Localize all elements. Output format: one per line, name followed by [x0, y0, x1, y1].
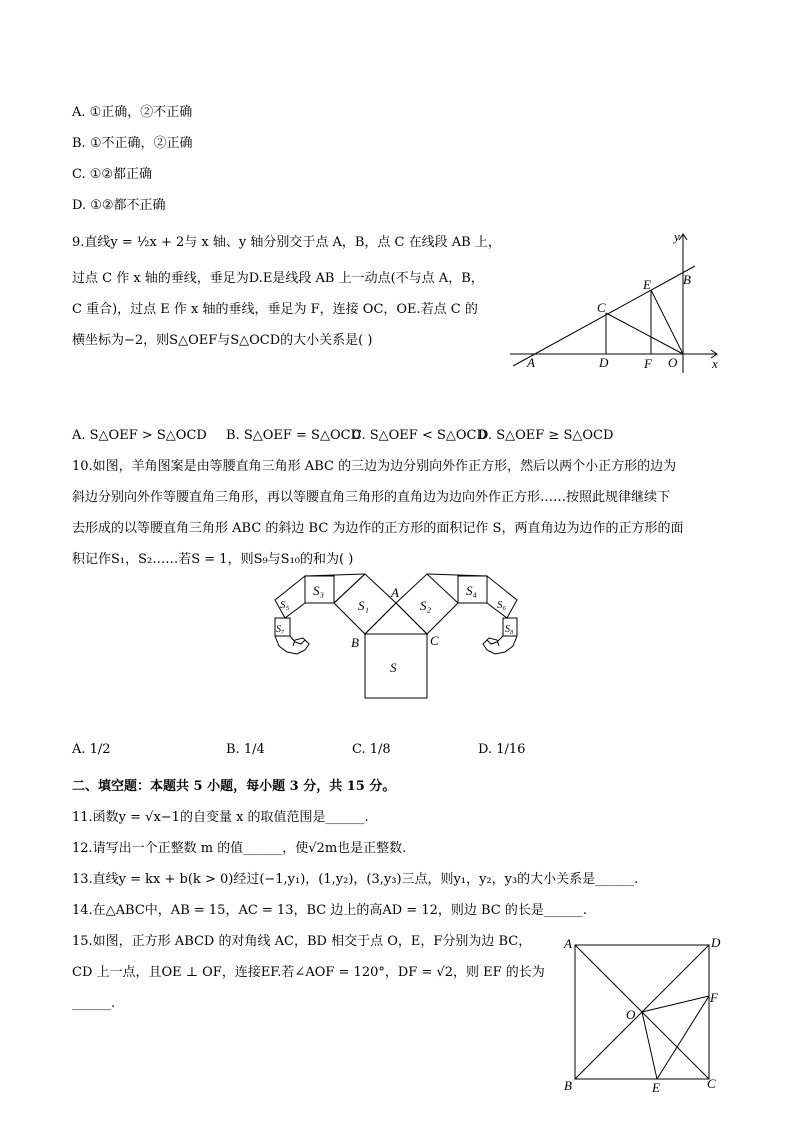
q9-option-b: B. S△OEF = S△OCD: [226, 428, 361, 443]
q9-line-4: 横坐标为−2，则S△OEF与S△OCD的大小关系是( ): [72, 333, 373, 348]
q10-line-3: 去形成的以等腰直角三角形 ABC 的斜边 BC 为边作的正方形的面积记作 S，两直角边为边作的正方形的面: [72, 521, 684, 536]
q9-label-d: D: [599, 355, 609, 370]
q9-line-1: 9.直线y = ½x + 2与 x 轴、y 轴分别交于点 A，B，点 C 在线段 AB 上，: [72, 235, 501, 250]
q9-segment-oe: [651, 290, 683, 354]
q10-label-s7: S₇: [276, 624, 285, 635]
q15-line-3: ______.: [72, 996, 116, 1011]
q8-option-a: A. ①正确，②不正确: [72, 105, 193, 120]
q10-label-s3: S₃: [313, 583, 325, 598]
q15-label-a: A: [564, 936, 572, 951]
q9-option-a: A. S△OEF > S△OCD: [72, 428, 207, 443]
q10-label-a: A: [391, 585, 399, 600]
q10-option-d: D. 1/16: [478, 742, 526, 757]
q11-text: 11.函数y = √x−1的自变量 x 的取值范围是______.: [72, 810, 369, 825]
section2-heading: 二、填空题：本题共 5 小题，每小题 3 分，共 15 分。: [72, 779, 396, 794]
q9-label-b: B: [683, 272, 691, 287]
q10-right-top: [427, 574, 487, 576]
q15-line-2: CD 上一点，且OE ⊥ OF，连接EF.若∠AOF = 120°，DF = √2，则 EF 的长为: [72, 965, 545, 980]
q8-option-c: C. ①②都正确: [72, 167, 153, 182]
q10-square-s5: [275, 576, 305, 618]
q10-label-s4: S₄: [466, 583, 478, 598]
q9-label-x: x: [712, 356, 718, 371]
q13-text: 13.直线y = kx + b(k > 0)经过(−1,y₁)，(1,y₂)，(3,y₃)三点，则y₁，y₂，y₃的大小关系是______.: [72, 872, 639, 887]
q8-option-b: B. ①不正确，②正确: [72, 136, 193, 151]
q14-text: 14.在△ABC中，AB = 15，AC = 13，BC 边上的高AD = 12，则边 BC 的长是______.: [72, 903, 587, 918]
q10-label-s2: S₂: [420, 598, 432, 613]
q15-segment-of: [642, 996, 709, 1012]
q10-line-2: 斜边分别向外作等腰直角三角形，再以等腰直角三角形的直角边为边向外作正方形……按照此规律继续下: [72, 490, 671, 505]
q9-label-c: C: [597, 300, 606, 315]
q15-line-1: 15.如图，正方形 ABCD 的对角线 AC，BD 相交于点 O，E，F分别为边 BC，: [72, 934, 532, 949]
q10-left-top: [305, 574, 365, 576]
q9-label-y: y: [674, 229, 680, 244]
q15-label-f: F: [710, 990, 718, 1005]
q10-triangle-abc: [365, 603, 427, 634]
q10-left-spiral-inner: [290, 636, 305, 644]
q9-label-f: F: [644, 356, 652, 371]
q9-option-c: C. S△OEF < S△OCD: [352, 428, 487, 443]
q10-label-b: B: [351, 635, 359, 650]
q15-label-d: D: [711, 935, 721, 950]
q15-figure: [560, 930, 730, 1100]
q15-label-o: O: [626, 1007, 636, 1022]
q10-line-4: 积记作S₁，S₂……若S = 1，则S₉与S₁₀的和为( ): [72, 552, 354, 567]
q10-square-s6: [487, 576, 517, 618]
q10-label-c: C: [430, 633, 439, 648]
q9-line-3: C 重合)，过点 E 作 x 轴的垂线，垂足为 F，连接 OC，OE.若点 C 的: [72, 302, 478, 317]
q15-label-b: B: [564, 1078, 572, 1093]
q9-line-ab: [513, 266, 695, 366]
q9-figure: [505, 228, 730, 378]
q9-label-a: A: [527, 355, 535, 370]
q15-segment-ef: [657, 996, 709, 1079]
q10-label-s6: S₆: [497, 599, 507, 611]
q10-figure: [265, 570, 535, 705]
q10-line-1: 10.如图，羊角图案是由等腰直角三角形 ABC 的三边为边分别向外作正方形，然后以两个小正方形的边为: [72, 459, 677, 474]
q10-label-s1: S₁: [358, 598, 370, 613]
q9-label-o: O: [668, 355, 678, 370]
q10-option-c: C. 1/8: [352, 742, 391, 757]
q15-label-e: E: [652, 1080, 660, 1095]
q10-label-s: S: [390, 660, 397, 675]
q8-option-d: D. ①②都不正确: [72, 198, 166, 213]
q10-label-s8: S₈: [505, 624, 514, 635]
q9-segment-oc: [606, 313, 683, 354]
q10-label-s5: S₅: [280, 599, 290, 611]
q12-text: 12.请写出一个正整数 m 的值______，使√2m也是正整数.: [72, 841, 407, 856]
q9-label-e: E: [643, 277, 651, 292]
q9-line-2: 过点 C 作 x 轴的垂线，垂足为D.E是线段 AB 上一动点(不与点 A，B，: [72, 271, 484, 286]
q15-label-c: C: [707, 1076, 716, 1091]
q9-option-d: D. S△OEF ≥ S△OCD: [478, 428, 614, 443]
q10-option-b: B. 1/4: [226, 742, 265, 757]
q10-option-a: A. 1/2: [72, 742, 111, 757]
q15-segment-oe: [642, 1012, 657, 1079]
